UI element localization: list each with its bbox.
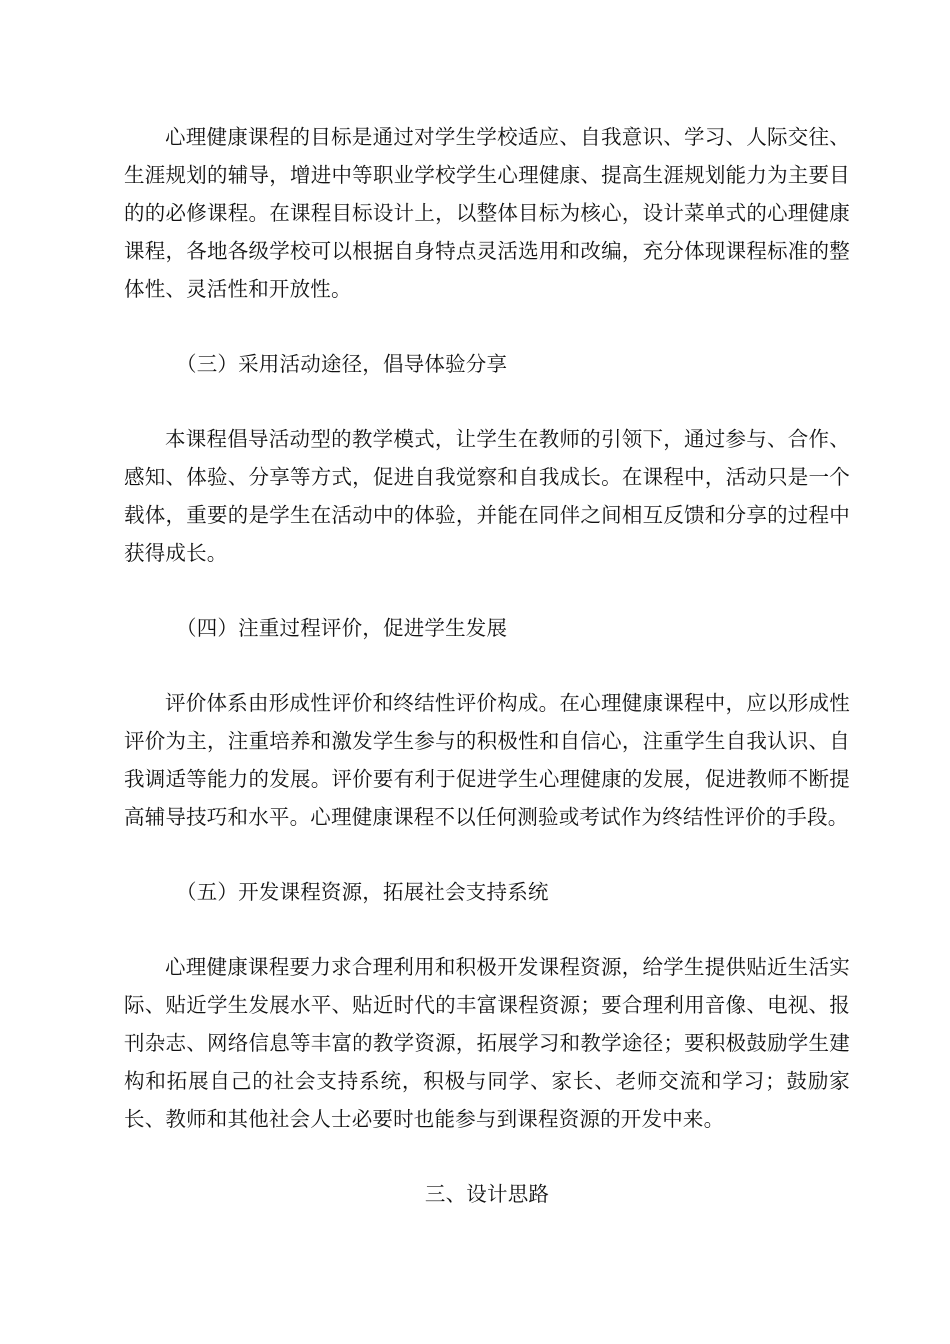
subheading-activity-approach: （三）采用活动途径，倡导体验分享 bbox=[176, 352, 508, 376]
paragraph-activity-teaching: 本课程倡导活动型的教学模式，让学生在教师的引领下，通过参与、合作、感知、体验、分享等方式，促进自我觉察和自我成长。在课程中，活动只是一个载体，重要的是学生在活动中的体验，并能在同伴之间相互反馈和分享的过程中获得成长。 bbox=[124, 427, 850, 565]
paragraph-course-goals: 心理健康课程的目标是通过对学生学校适应、自我意识、学习、人际交往、生涯规划的辅导，增进中等职业学校学生心理健康、提高生涯规划能力为主要目的的必修课程。在课程目标设计上，以整体目标为核心，设计菜单式的心理健康课程，各地各级学校可以根据自身特点灵活选用和改编，充分体现课程标准的整体性、灵活性和开放性。 bbox=[124, 125, 850, 301]
document-body bbox=[124, 118, 850, 1213]
subheading-process-evaluation: （四）注重过程评价，促进学生发展 bbox=[176, 616, 508, 640]
paragraph-resource-development: 心理健康课程要力求合理利用和积极开发课程资源，给学生提供贴近生活实际、贴近学生发展水平、贴近时代的丰富课程资源；要合理利用音像、电视、报刊杂志、网络信息等丰富的教学资源，拓展学习和教学途径；要积极鼓励学生建构和拓展自己的社会支持系统，积极与同学、家长、老师交流和学习；鼓励家长、教师和其他社会人士必要时也能参与到课程资源的开发中来。 bbox=[124, 955, 850, 1131]
subheading-course-resources: （五）开发课程资源，拓展社会支持系统 bbox=[176, 880, 549, 904]
section-title-design-ideas: 三、设计思路 bbox=[424, 1182, 550, 1206]
paragraph-evaluation-system: 评价体系由形成性评价和终结性评价构成。在心理健康课程中，应以形成性评价为主，注重培养和激发学生参与的积极性和自信心，注重学生自我认识、自我调适等能力的发展。评价要有利于促进学生心理健康的发展，促进教师不断提高辅导技巧和水平。心理健康课程不以任何测验或考试作为终结性评价的手段。 bbox=[124, 691, 850, 829]
